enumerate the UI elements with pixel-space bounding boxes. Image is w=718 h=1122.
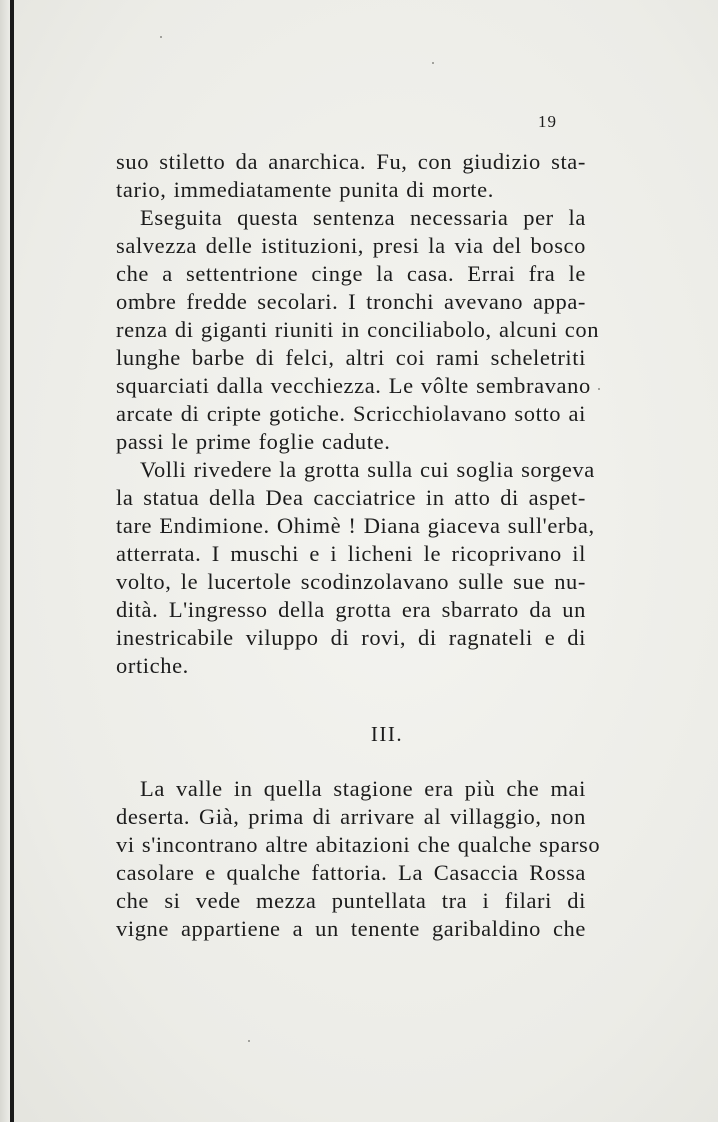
text-line: che a settentrione cinge la casa. Errai fra le xyxy=(116,261,586,286)
section-heading xyxy=(0,722,718,747)
text-line: che si vede mezza puntellata tra i filari di xyxy=(116,888,586,913)
text-line: vi s'incontrano altre abitazioni che qualche sparso xyxy=(116,832,601,857)
text-line: arcate di cripte gotiche. Scricchiolavano sotto ai xyxy=(116,401,586,426)
text-line: Volli rivedere la grotta sulla cui soglia sorgeva xyxy=(140,457,595,482)
text-line: ortiche. xyxy=(116,653,189,678)
text-line: tare Endimione. Ohimè ! Diana giaceva sull'erba, xyxy=(116,513,595,538)
text-line: lunghe barbe di felci, altri coi rami scheletriti xyxy=(116,345,586,370)
paper-speck xyxy=(248,1040,250,1042)
binding-edge xyxy=(10,0,14,1122)
text-line: inestricabile viluppo di rovi, di ragnateli e di xyxy=(116,625,586,650)
text-line: salvezza delle istituzioni, presi la via del bosco xyxy=(116,233,586,258)
text-line: dità. L'ingresso della grotta era sbarrato da un xyxy=(116,597,586,622)
text-line: suo stiletto da anarchica. Fu, con giudizio sta- xyxy=(116,149,586,174)
body-text-section-1 xyxy=(116,148,600,680)
text-line: volto, le lucertole scodinzolavano sulle sue nu- xyxy=(116,569,586,594)
text-line: deserta. Già, prima di arrivare al villaggio, non xyxy=(116,804,586,829)
text-line: tario, immediatamente punita di morte. xyxy=(116,177,494,202)
text-line: renza di giganti riuniti in conciliabolo, alcuni con xyxy=(116,317,600,342)
paper-speck xyxy=(432,62,434,64)
text-line: atterrata. I muschi e i licheni le ricoprivano il xyxy=(116,541,586,566)
paper-speck xyxy=(160,36,162,38)
binding-shadow xyxy=(0,0,10,1122)
body-text-section-2 xyxy=(116,775,601,943)
paper-speck xyxy=(598,388,600,390)
text-line: squarciati dalla vecchiezza. Le vôlte sembravano xyxy=(116,373,591,398)
page-number: 19 xyxy=(538,112,557,131)
text-line: La valle in quella stagione era più che mai xyxy=(140,776,586,801)
text-line: ombre fredde secolari. I tronchi avevano appa- xyxy=(116,289,586,314)
text-line: la statua della Dea cacciatrice in atto di aspet- xyxy=(116,485,586,510)
section-heading-text: III. xyxy=(370,722,404,746)
text-line: Eseguita questa sentenza necessaria per la xyxy=(140,205,586,230)
text-line: casolare e qualche fattoria. La Casaccia Rossa xyxy=(116,860,586,885)
text-line: passi le prime foglie cadute. xyxy=(116,429,391,454)
text-line: vigne appartiene a un tenente garibaldino che xyxy=(116,916,586,941)
